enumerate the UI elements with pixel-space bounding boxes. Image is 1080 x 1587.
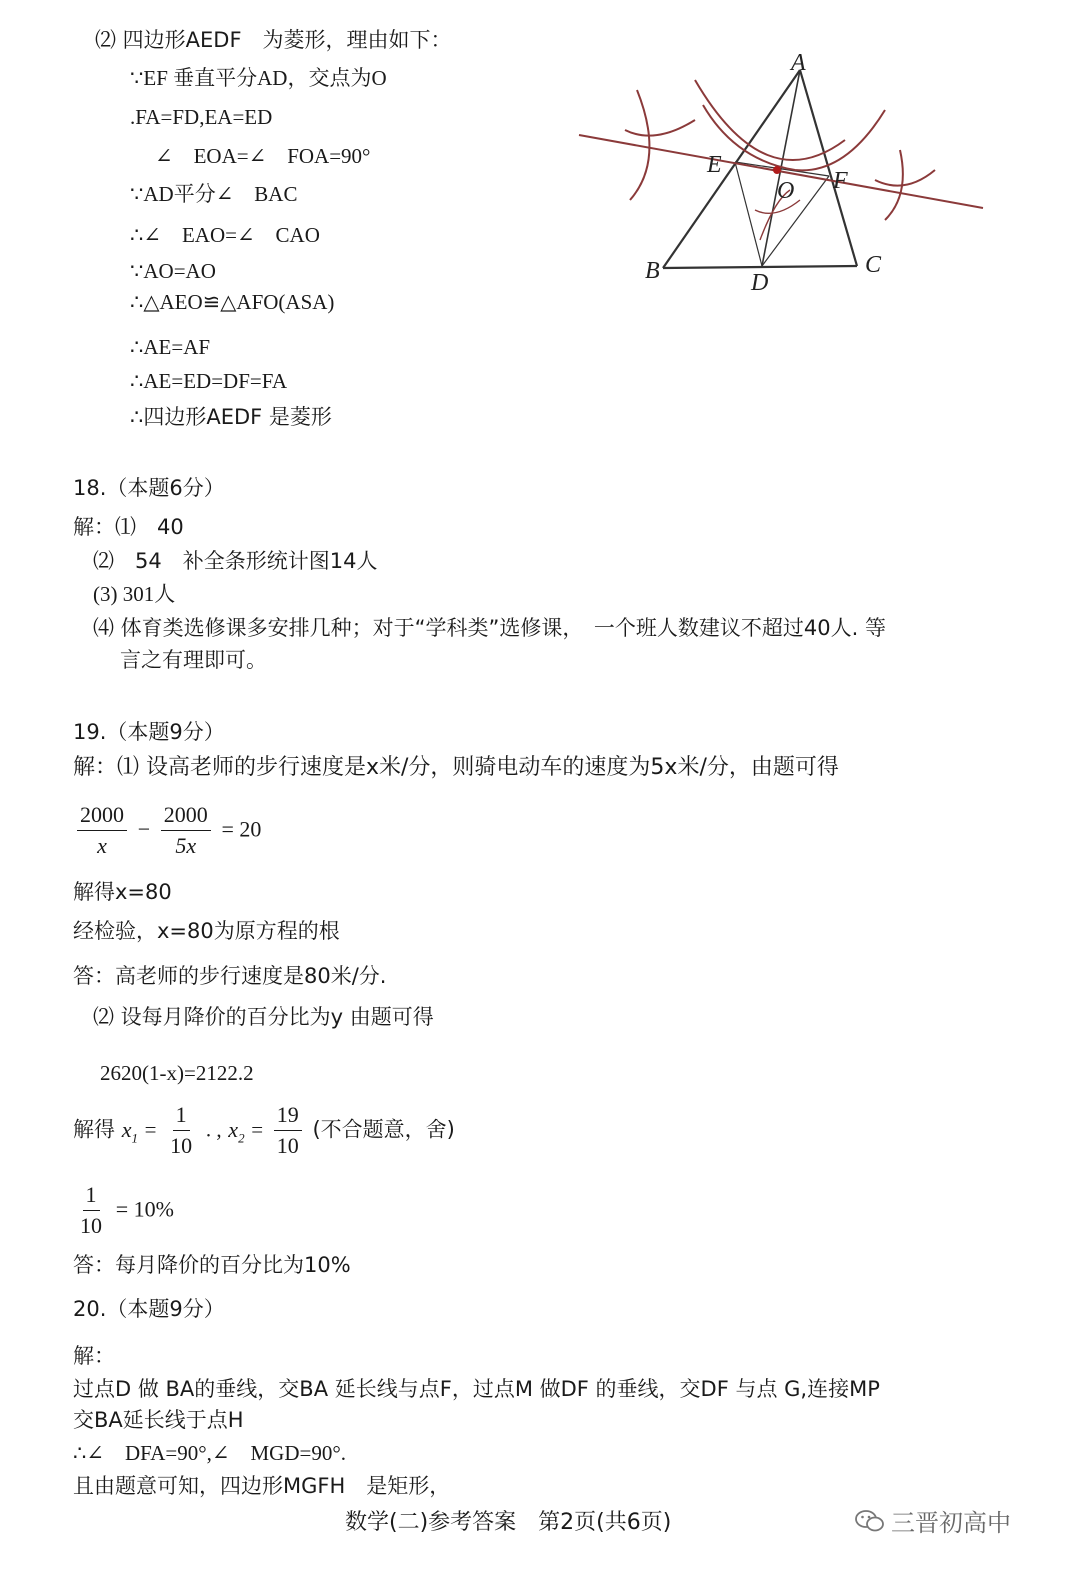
rhombus-construction-diagram xyxy=(575,50,995,300)
segment-bc xyxy=(663,266,857,268)
segment-ac xyxy=(800,70,857,266)
fraction-2000-over-5x xyxy=(161,800,211,861)
proof-line-10: ∴四边形AEDF 是菱形 xyxy=(130,405,332,429)
var-x2 xyxy=(228,1116,245,1145)
q19-solve-1: 解得x=80 xyxy=(73,880,172,904)
fraction-numerator: 2000 xyxy=(77,800,127,831)
q20-line-4: 且由题意可知，四边形MGFH 是矩形， xyxy=(73,1474,451,1498)
label-f: F xyxy=(833,168,848,194)
segment-fd xyxy=(762,176,829,266)
q19-equation-1 xyxy=(73,800,261,861)
fraction-numerator: 2000 xyxy=(161,800,211,831)
equals-sign: = xyxy=(144,1117,157,1142)
var-x1-subscript: 1 xyxy=(131,1129,138,1145)
q20-solve-label: 解： xyxy=(73,1344,115,1368)
proof-line-7: ∴△AEO≌△AFO(ASA) xyxy=(130,290,335,314)
equals-sign: = xyxy=(251,1117,264,1142)
q18-title: 18.（本题6分） xyxy=(73,476,225,500)
fraction-numerator: 1 xyxy=(83,1180,100,1211)
label-e: E xyxy=(707,152,722,178)
q18-answer-2: ⑵ 54 补全条形统计图14人 xyxy=(93,549,378,573)
construction-arcs xyxy=(579,80,983,240)
watermark xyxy=(855,1503,1011,1538)
q19-percent xyxy=(73,1180,174,1241)
fraction-denominator: x xyxy=(97,833,107,858)
proof-line-2: .FA=FD,EA=ED xyxy=(130,105,273,129)
segment-ad xyxy=(762,70,800,266)
proof-line-4: ∵AD平分∠ BAC xyxy=(130,182,298,206)
proof-line-1: ∵EF 垂直平分AD，交点为O xyxy=(130,66,387,90)
q19-answer-2: 答：每月降价的百分比为10% xyxy=(73,1253,351,1277)
fraction-denominator: 5x xyxy=(175,833,197,858)
fraction-denominator: 10 xyxy=(276,1133,299,1158)
var-x1 xyxy=(121,1116,138,1145)
q20-line-2: 交BA延长线于点H xyxy=(73,1408,244,1432)
fraction-denominator: 10 xyxy=(170,1133,193,1158)
q20-title: 20.（本题9分） xyxy=(73,1297,225,1321)
proof-line-8: ∴AE=AF xyxy=(130,335,211,359)
q18-answer-1: 解：⑴ 40 xyxy=(73,515,184,539)
label-b: B xyxy=(645,258,660,284)
proof-line-6: ∵AO=AO xyxy=(130,259,216,283)
watermark-text: 三晋初高中 xyxy=(891,1509,1011,1537)
q18-answer-3: (3) 301人 xyxy=(93,582,176,606)
q19-check: 经检验，x=80为原方程的根 xyxy=(73,919,340,943)
var-x2-letter: x xyxy=(228,1116,239,1142)
fraction-numerator: 19 xyxy=(274,1100,302,1131)
separator: . , xyxy=(205,1117,222,1142)
rejected-note: (不合题意，舍) xyxy=(312,1117,455,1142)
minus-sign: − xyxy=(137,816,151,842)
q18-answer-4: ⑷ 体育类选修课多安排几种；对于“学科类”选修课， 一个班人数建议不超过40人. 等 xyxy=(93,616,887,640)
label-c: C xyxy=(865,252,882,278)
wechat-icon xyxy=(855,1509,885,1533)
fraction-1-over-10-percent xyxy=(77,1180,105,1241)
q19-answer-1: 答：高老师的步行速度是80米/分. xyxy=(73,964,387,988)
q19-solve-2 xyxy=(73,1100,455,1161)
q18-answer-4-cont: 言之有理即可。 xyxy=(120,648,267,672)
part2-heading: ⑵ 四边形AEDF 为菱形，理由如下： xyxy=(95,28,452,52)
q19-setup-2: ⑵ 设每月降价的百分比为y 由题可得 xyxy=(93,1005,434,1029)
fraction-numerator: 1 xyxy=(173,1100,190,1131)
proof-line-9: ∴AE=ED=DF=FA xyxy=(130,369,288,393)
arc-left-2 xyxy=(625,120,695,136)
arc-right-1 xyxy=(875,170,935,186)
point-o xyxy=(773,166,781,174)
equation-rhs: = 20 xyxy=(221,816,262,842)
label-o: O xyxy=(777,178,795,204)
q20-line-1: 过点D 做 BA的垂线，交BA 延长线与点F，过点M 做DF 的垂线，交DF 与点 G,连接MP xyxy=(73,1377,880,1401)
fraction-1-over-10 xyxy=(167,1100,195,1161)
page-footer: 数学(二)参考答案 第2页(共6页) xyxy=(345,1510,672,1535)
fraction-19-over-10 xyxy=(274,1100,302,1161)
q19-equation-2: 2620(1-x)=2122.2 xyxy=(100,1061,254,1085)
label-a: A xyxy=(791,50,806,76)
solve-label: 解得 xyxy=(73,1117,115,1142)
fraction-denominator: 10 xyxy=(80,1213,102,1238)
fraction-2000-over-x xyxy=(77,800,127,861)
segment-ed xyxy=(735,162,762,266)
percent-result: = 10% xyxy=(115,1196,174,1222)
proof-line-3: ∠ EOA=∠ FOA=90° xyxy=(155,144,371,168)
var-x1-letter: x xyxy=(121,1116,132,1142)
q19-setup-1: 解：⑴ 设高老师的步行速度是x米/分，则骑电动车的速度为5x米/分，由题可得 xyxy=(73,755,839,780)
var-x2-subscript: 2 xyxy=(238,1129,245,1145)
q19-title: 19.（本题9分） xyxy=(73,720,225,744)
label-d: D xyxy=(751,270,769,296)
q20-line-3: ∴∠ DFA=90°,∠ MGD=90°. xyxy=(73,1441,346,1465)
proof-line-5: ∴∠ EAO=∠ CAO xyxy=(130,223,320,247)
